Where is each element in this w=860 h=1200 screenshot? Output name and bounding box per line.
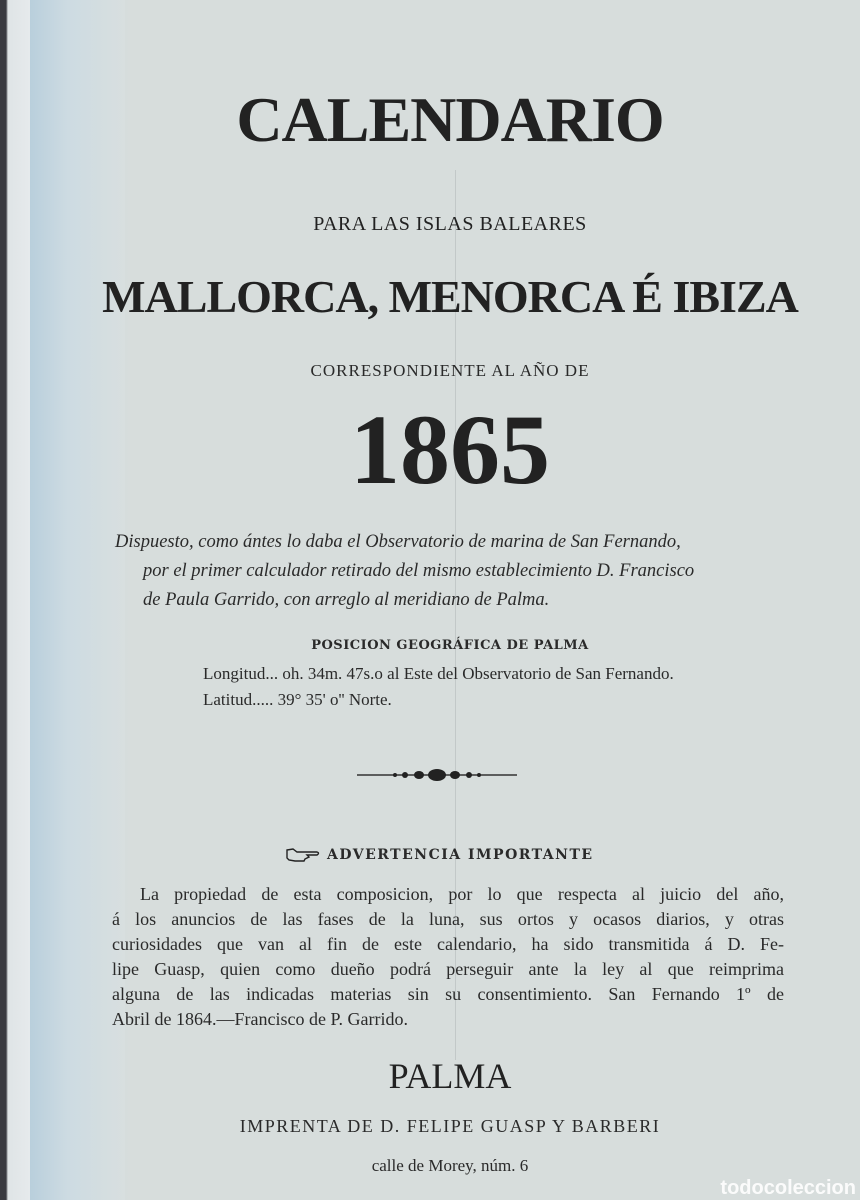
notice-paragraph xyxy=(112,882,784,1032)
year: 1865 xyxy=(350,394,550,505)
intro-line: Dispuesto, como ántes lo daba el Observatorio de marina de San Fernando, xyxy=(115,532,681,552)
notice-heading xyxy=(285,846,685,864)
notice-heading-text: ADVERTENCIA IMPORTANTE xyxy=(327,847,594,863)
notice-line: Abril de 1864.—Francisco de P. Garrido. xyxy=(112,1009,408,1029)
corresponding-year-label: CORRESPONDIENTE AL AÑO DE xyxy=(310,361,590,380)
intro-line: de Paula Garrido, con arreglo al meridiano de Palma. xyxy=(143,590,550,610)
page-curl-shadow xyxy=(30,0,125,1200)
calendar-title: CALENDARIO xyxy=(236,84,664,155)
intro-line: por el primer calculador retirado del mismo establecimiento D. Francisco xyxy=(143,561,695,581)
notice-line: La propiedad de esta composicion, por lo que respecta al juicio del año, xyxy=(140,884,784,904)
islands-heading: MALLORCA, MENORCA É IBIZA xyxy=(102,271,798,322)
subtitle: PARA LAS ISLAS BALEARES xyxy=(313,213,587,235)
notice-line: lipe Guasp, quien como dueño podrá perseguir ante la ley al que reimprima xyxy=(112,959,784,979)
latitude: Latitud..... 39° 35' o'' Norte. xyxy=(203,690,392,709)
imprint-city: PALMA xyxy=(388,1056,512,1096)
imprint-address: calle de Morey, núm. 6 xyxy=(371,1156,529,1175)
longitude: Longitud... oh. 34m. 47s.o al Este del Observatorio de San Fernando. xyxy=(203,664,674,683)
notice-line: alguna de las indicadas materias sin su consentimiento. San Fernando 1º de xyxy=(112,984,784,1004)
intro-paragraph xyxy=(115,528,805,615)
watermark: todocoleccion xyxy=(720,1177,856,1199)
imprint-printer: IMPRENTA DE D. FELIPE GUASP Y BARBERI xyxy=(239,1116,661,1136)
ornament-divider xyxy=(357,767,517,783)
notice-line: á los anuncios de las fases de la luna, sus ortos y ocasos diarios, y otras xyxy=(112,909,784,929)
pointing-hand-icon xyxy=(285,846,321,864)
notice-line: curiosidades que van al fin de este calendario, ha sido transmitida á D. Fe- xyxy=(112,934,784,954)
position-heading: POSICION GEOGRÁFICA DE PALMA xyxy=(311,638,589,653)
